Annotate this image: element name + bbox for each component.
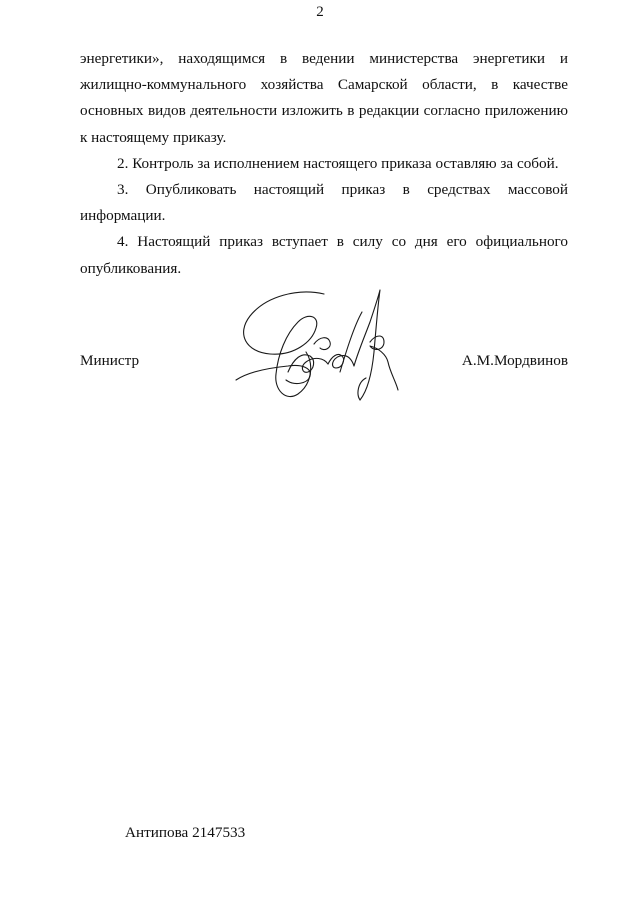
paragraph-continuation: энергетики», находящимся в ведении министерства энергетики и жилищно-коммунального хозяйства Самарской области, в качестве основных видов деятельности изложить в редакции согласно приложению к настоящему приказу. [80,50,568,146]
handwritten-signature [228,282,406,412]
paragraph-item-2: 2. Контроль за исполнением настоящего приказа оставляю за собой. [117,154,559,172]
signer-position: Министр [80,352,140,369]
paragraph-item-3: 3. Опубликовать настоящий приказ в средствах массовой информации. [80,181,568,225]
signer-name: А.М.Мордвинов [461,352,568,369]
executor-info: Антипова 2147533 [125,824,246,841]
paragraph-item-4: 4. Настоящий приказ вступает в силу со дня его официального опубликования. [80,233,568,277]
page-number: 2 [316,4,324,20]
document-body [80,46,568,282]
